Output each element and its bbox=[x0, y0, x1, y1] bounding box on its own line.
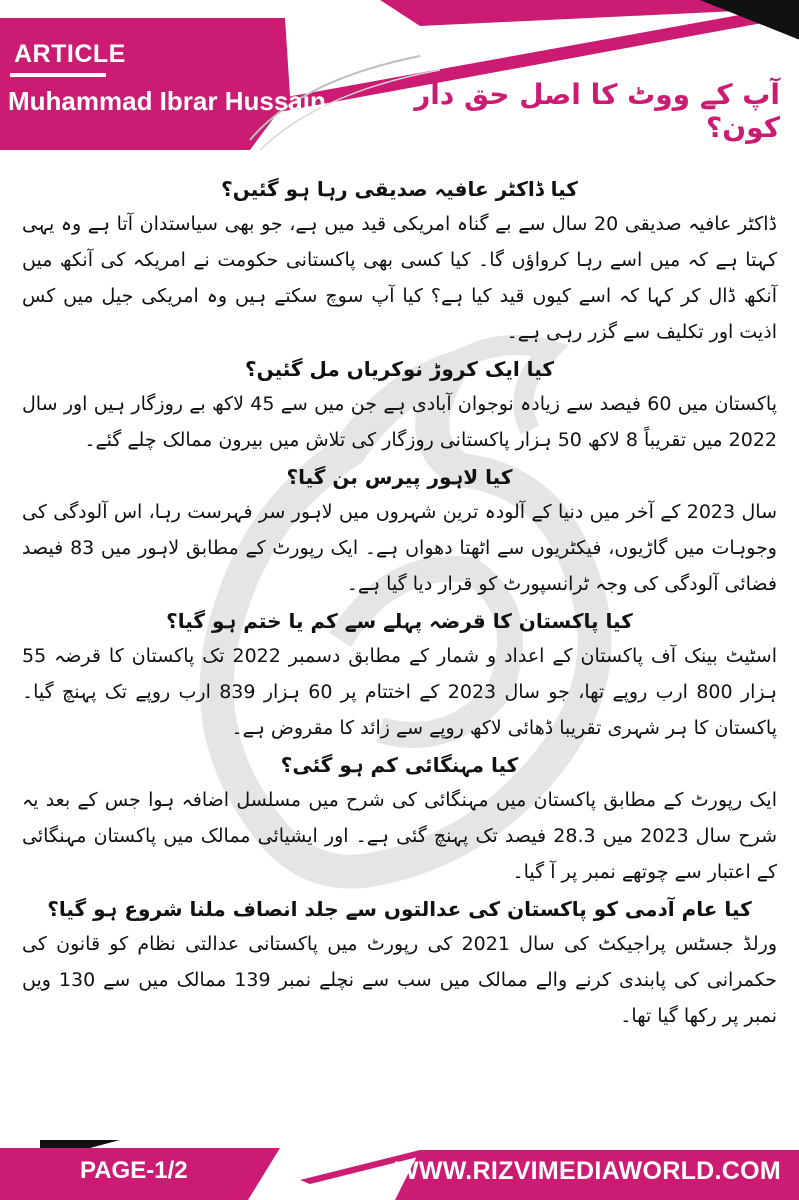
headline: آپ کے ووٹ کا اصل حق دار کون؟ bbox=[414, 78, 780, 144]
section-title: کیا ایک کروڑ نوکریاں مل گئیں؟ bbox=[245, 357, 554, 381]
article-underline bbox=[10, 73, 106, 77]
article-label: ARTICLE bbox=[14, 40, 126, 68]
header-banner bbox=[0, 0, 799, 160]
author-name: Muhammad Ibrar Hussain bbox=[8, 86, 326, 116]
section-paragraph: اسٹیٹ بینک آف پاکستان کے اعداد و شمار کے مطابق دسمبر 2022 تک پاکستان کا قرضہ 55 ہزار 800 ارب روپے تھا، جو سال 2023 کے اختتام پر 60 ہزار 839 ارب روپے تک پہنچ گیا۔ پاکستان کا ہر شہری تقریبا ڈھائی لاکھ روپے سے زائد کا مقروض ہے۔ bbox=[22, 645, 777, 739]
section-paragraph: ایک رپورٹ کے مطابق پاکستان میں مہنگائی کی شرح میں مسلسل اضافہ ہوا جس کے بعد یہ شرح سال 2023 میں 28.3 فیصد تک پہنچ گئی ہے۔ اور ایشیائی ممالک میں پاکستان مہنگائی کے اعتبار سے چوتھے نمبر پر آ گیا۔ bbox=[22, 789, 777, 883]
section-paragraph: پاکستان میں 60 فیصد سے زیادہ نوجوان آبادی ہے جن میں سے 45 لاکھ بے روزگار ہیں اور سال 2022 میں تقریباً 8 لاکھ 50 ہزار پاکستانی روزگار کی تلاش میں بیرون ممالک چلے گئے۔ bbox=[22, 393, 777, 451]
section bbox=[22, 352, 777, 458]
section-title: کیا عام آدمی کو پاکستان کی عدالتوں سے جلد انصاف ملنا شروع ہو گیا؟ bbox=[47, 897, 752, 921]
section bbox=[22, 604, 777, 746]
page-number: PAGE-1/2 bbox=[80, 1157, 188, 1184]
section bbox=[22, 460, 777, 602]
section-paragraph: سال 2023 کے آخر میں دنیا کے آلودہ ترین شہروں میں لاہور سر فہرست رہا، اس آلودگی کی وجوہات میں گاڑیوں، فیکٹریوں سے اٹھتا دھواں ہے۔ ایک رپورٹ کے مطابق لاہور میں 83 فیصد فضائی آلودگی کی وجہ ٹرانسپورٹ کو قرار دیا گیا ہے۔ bbox=[22, 501, 777, 595]
website-link[interactable]: WWW.RIZVIMEDIAWORLD.COM bbox=[394, 1157, 781, 1185]
section-title: کیا لاہور پیرس بن گیا؟ bbox=[286, 465, 513, 489]
section-paragraph: ورلڈ جسٹس پراجیکٹ کی سال 2021 کی رپورٹ میں پاکستانی عدالتی نظام کو قانون کی حکمرانی کی پابندی کرنے والے ممالک میں سب سے نچلے نمبر 139 ممالک میں سے 130 ویں نمبر پر رکھا گیا تھا۔ bbox=[22, 933, 777, 1027]
section-title: کیا پاکستان کا قرضہ پہلے سے کم یا ختم ہو گیا؟ bbox=[166, 609, 633, 633]
section-paragraph: ڈاکٹر عافیہ صدیقی 20 سال سے بے گناہ امریکی قید میں ہے، جو بھی سیاستدان آتا ہے وہ یہی کہتا ہے کہ میں اسے رہا کرواؤں گا۔ کیا کسی بھی پاکستانی حکومت نے امریکہ کی آنکھ میں آنکھ ڈال کر کہا کہ اسے کیوں قید کیا ہے؟ کیا آپ سوچ سکتے ہیں وہ امریکی جیل میں کس اذیت اور تکلیف سے گزر رہی ہے۔ bbox=[22, 213, 777, 343]
article-body bbox=[22, 172, 777, 1036]
section-title: کیا مہنگائی کم ہو گئی؟ bbox=[280, 753, 519, 777]
section-title: کیا ڈاکٹر عافیہ صدیقی رہا ہو گئیں؟ bbox=[221, 177, 578, 201]
section bbox=[22, 892, 777, 1034]
section bbox=[22, 748, 777, 890]
section bbox=[22, 172, 777, 350]
